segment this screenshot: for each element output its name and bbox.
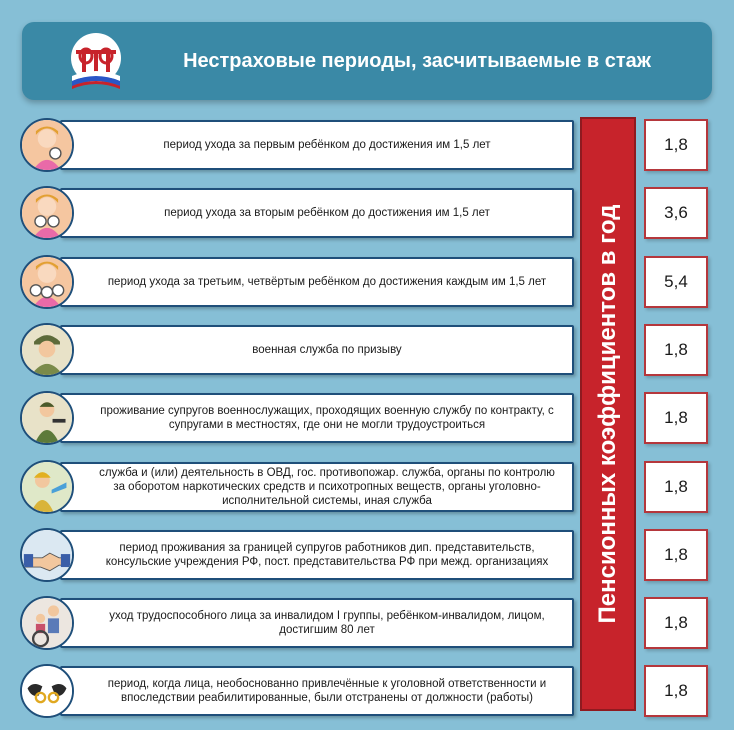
coefficient-value: 1,8 [644,597,708,649]
period-row [20,664,576,720]
mother-two-children-icon [20,186,74,240]
coefficient-label: Пенсионных коэффициентов в год [594,204,621,624]
mother-three-children-icon [20,255,74,309]
page-title: Нестраховые периоды, засчитываемые в стаж [183,49,651,72]
period-row [20,118,576,174]
coefficient-value: 1,8 [644,461,708,513]
coefficient-value: 1,8 [644,529,708,581]
period-text: период ухода за вторым ребёнком до достижения им 1,5 лет [60,188,574,238]
period-text: служба и (или) деятельность в ОВД, гос. противопожар. служба, органы по контролю за оборотом наркотических средств и психотропных веществ, органы уголовно-исполнительной системы, иная служба [60,462,574,512]
period-text: проживание супругов военнослужащих, проходящих военную службу по контракту, с супругами в местностях, где они не могли трудоустроиться [60,393,574,443]
period-text: военная служба по призыву [60,325,574,375]
pfr-logo-icon [62,32,130,90]
handshake-icon [20,528,74,582]
coefficient-value: 3,6 [644,187,708,239]
period-text: период ухода за первым ребёнком до достижения им 1,5 лет [60,120,574,170]
mother-one-child-icon [20,118,74,172]
caregiver-wheelchair-icon [20,596,74,650]
period-row [20,391,576,447]
period-row [20,528,576,584]
broken-handcuffs-icon [20,664,74,718]
soldier-icon [20,323,74,377]
military-family-icon [20,391,74,445]
period-row [20,596,576,652]
coefficient-value: 1,8 [644,392,708,444]
period-row [20,323,576,379]
firefighter-icon [20,460,74,514]
coefficient-value: 1,8 [644,119,708,171]
period-text: уход трудоспособного лица за инвалидом I группы, ребёнком-инвалидом, лицом, достигшим 80 лет [60,598,574,648]
period-row [20,255,576,311]
period-text: период ухода за третьим, четвёртым ребёнком до достижения каждым им 1,5 лет [60,257,574,307]
coefficient-value: 5,4 [644,256,708,308]
coefficient-value: 1,8 [644,324,708,376]
period-row [20,460,576,516]
period-row [20,186,576,242]
coefficient-header-bar [580,117,636,711]
coefficient-value: 1,8 [644,665,708,717]
period-text: период, когда лица, необоснованно привлечённые к уголовной ответственности и впоследствии реабилитированные, были отстранены от должности (работы) [60,666,574,716]
period-text: период проживания за границей супругов работников дип. представительств, консульские учреждения РФ, пост. представительства РФ при межд. организациях [60,530,574,580]
header-banner [22,22,712,100]
